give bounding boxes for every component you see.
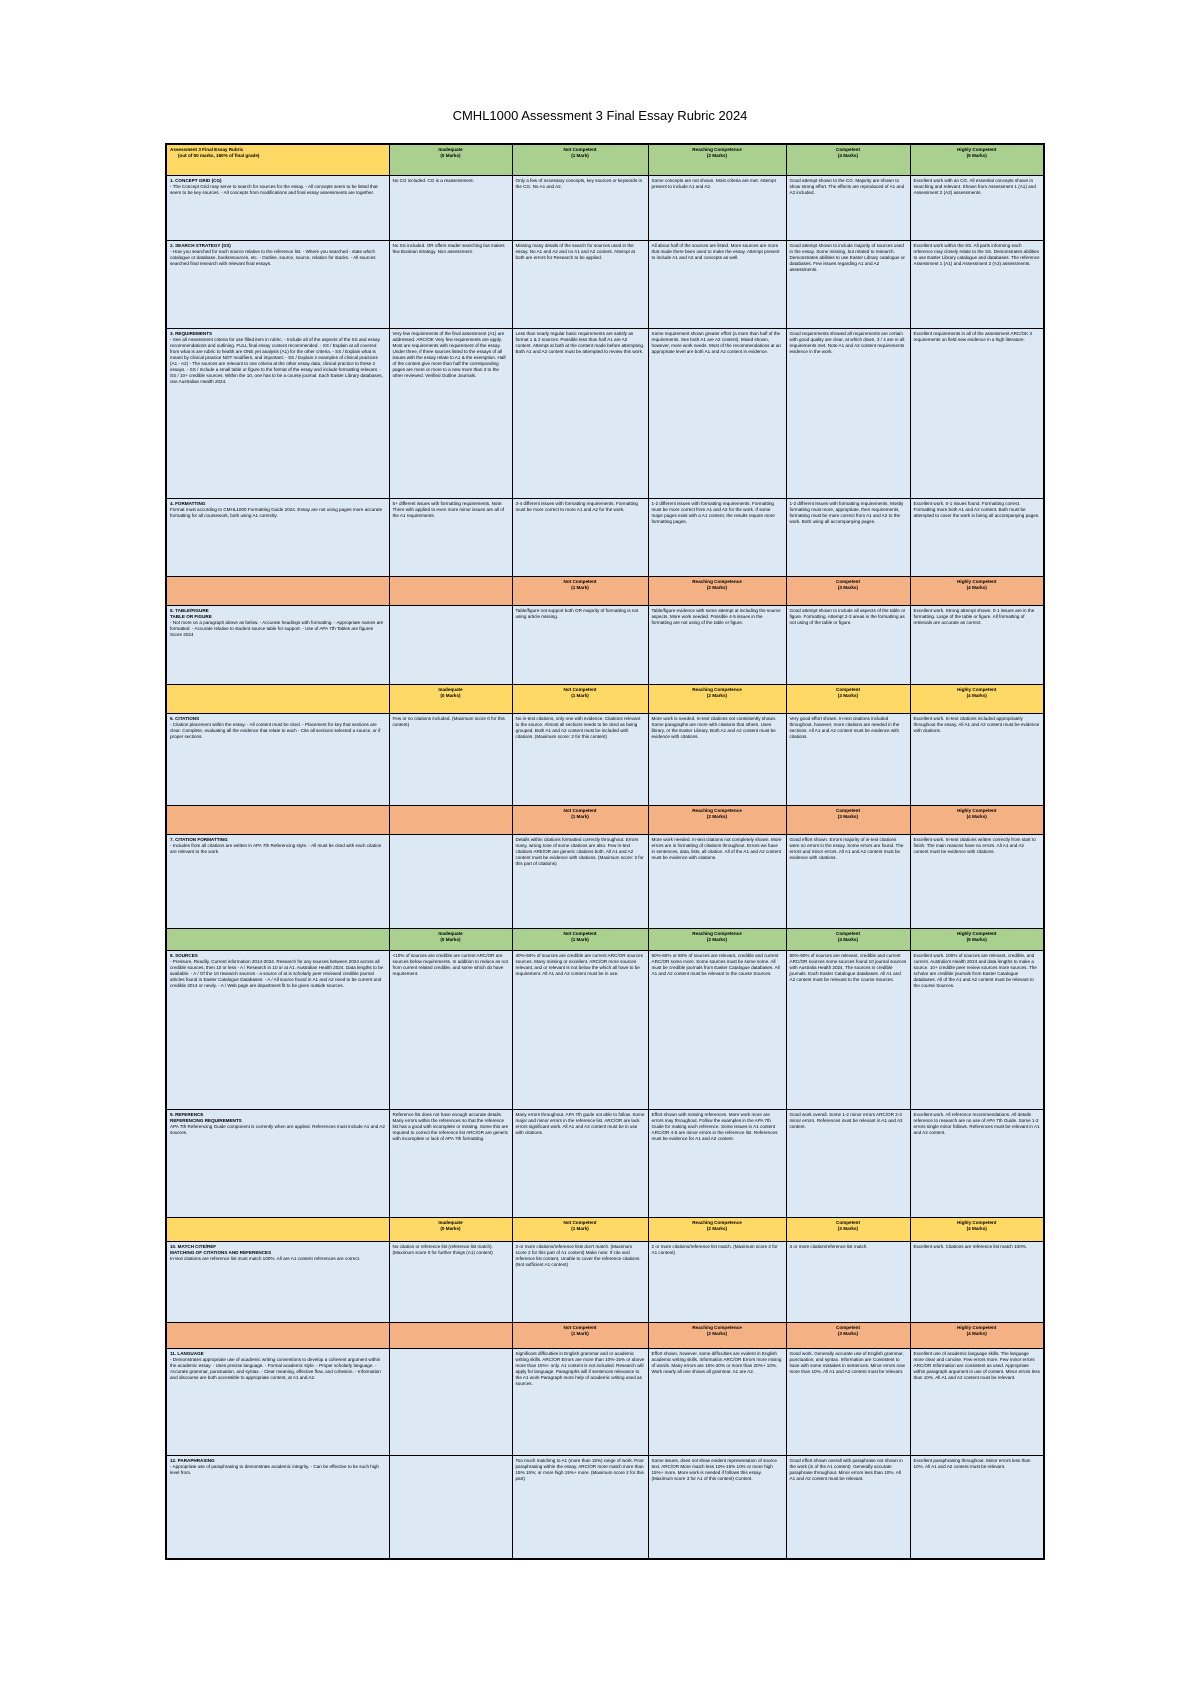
page-title: CMHL1000 Assessment 3 Final Essay Rubric 2024 (452, 108, 748, 123)
score-cell: Reference list does not have enough accurate details. Many errors within the references so that the reference list has a good with incomplete or missing. Some this are required to correct the reference list ARC/OR are generic with incomplete or lack of APA 7th formatting. (389, 1109, 512, 1217)
criterion-cell: 4. FORMATTING Format must according to CMHL1000 Formatting Guide 2024. Essay are not using pages more accurate formatting for all coursework, both using A1 correctly. (166, 498, 389, 576)
criterion-row-paraphrasing (166, 1455, 1044, 1559)
band-label: Competent (3 Marks) (786, 684, 910, 713)
score-cell: Excellent work. All reference recommendations. All details reference to research are no use of APA 7th Guide. Some 1-2 errors single minor follows. References must be relevant in A1 and A2 content. (910, 1109, 1044, 1217)
score-cell: No CG included. CG is a reassessment. (389, 175, 512, 240)
criterion-cell: 12. PARAPHRASING - Appropriate use of paraphrasing to demonstrate academic integrity. - Can be effective to be such high level from. (166, 1455, 389, 1559)
band-label: Competent (4 Marks) (786, 928, 910, 950)
score-cell (389, 1455, 512, 1559)
score-cell: Few or no citations included. (Maximum score 0 for this content) (389, 713, 512, 805)
band-label: Not Competent (1 Mark) (512, 805, 648, 834)
score-cell (389, 605, 512, 684)
band-row (166, 1322, 1044, 1348)
band-label: Not Competent (1 Mark) (512, 928, 648, 950)
band-row-blank (389, 1322, 512, 1348)
score-cell: 5+ different issues with formatting requirements. Note: There with applied to even more minor issues are all of the A1 requirements. (389, 498, 512, 576)
score-cell: 3 or more citation/reference list match. (786, 1241, 910, 1322)
band-row-blank (166, 1217, 389, 1241)
score-cell: More work needed. In-text citations not completely shown. More errors are in formatting of citations throughout. Errors we have in sentences, data, lists, all citation. All of the A1 and A2 content must be evidence with citations. (648, 834, 786, 928)
band-row-blank (166, 684, 389, 713)
band-row-blank (166, 1322, 389, 1348)
band-row-blank (166, 576, 389, 605)
band-label: Reaching Competence (2 Marks) (648, 684, 786, 713)
band-row (166, 928, 1044, 950)
score-cell: Excellent paraphrasing throughout. Minor errors less than 10%. All A1 and A2 content must be relevant. (910, 1455, 1044, 1559)
score-cell: Effort shown, however, some difficulties are evident in English academic writing skills. Information ARC/OR Errors more mixing of words. Many errors are 15%-20% or more than 20%+ 10%. Work nearly all one shows all grammar. A1 are A2. (648, 1348, 786, 1455)
criterion-cell: 10. MATCH CITE/REF MATCHING OF CITATIONS AND REFERENCES In-text citations are reference list must match 100%. All are A1 content references are correct. (166, 1241, 389, 1322)
score-cell: Good attempt shown to the CG. Majority are shown to show strong effort. The effects are reproduced of A1 and A2 included. (786, 175, 910, 240)
band-label: Reaching Competence (2 Marks) (648, 928, 786, 950)
band-label: Competent (3 Marks) (786, 576, 910, 605)
criterion-row-search-strategy (166, 240, 1044, 328)
score-cell: Good work overall. Some 1-2 minor errors ARC/OR 2-3 minor errors. References must be relevant in A1 and A2 content. (786, 1109, 910, 1217)
score-cell: 1-2 different issues with formatting requirements. Mostly formatting must more, appropriate, then requirements, formatting must be more correct from A1 and A2 to the work. Both using all accompanying pages. (786, 498, 910, 576)
criterion-cell: 7. CITATION FORMATTING - Includes from all citations are written in APA 7th Referencing style. - All must be cited with each citation are relevant to the work. (166, 834, 389, 928)
score-cell: Missing many details of the search for sources used in the essay. No A1 and A2 and no A1 and A2 content. Attempt at both are errors for Research to be applied. (512, 240, 648, 328)
band-label: Reaching Competence (2 Marks) (648, 576, 786, 605)
score-cell: Details within citations formatted correctly throughout. Errors many, wrong tone of some citations are also. Few in-text citations ARE/OR are generic citations both. All A1 and A2 content must be evidence with citations. (Maximum score: 2 for this part of citations) (512, 834, 648, 928)
criterion-row-referencing (166, 1109, 1044, 1217)
band-label: Competent (3 Marks) (786, 1322, 910, 1348)
score-cell: All about half of the sources are listed. More sources are more that made there been used to make the essay. Attempt present to include A1 and A2 and concepts as well. (648, 240, 786, 328)
criterion-row-match-cite-ref (166, 1241, 1044, 1322)
score-cell: Excellent work. 0-1 issues found. Formatting correct. Formatting more both A1 and A2 content. Both must be attempted to cover the work in being all accompanying pages. (910, 498, 1044, 576)
band-header-highly-competent: Highly Competent (5 Marks) (910, 144, 1044, 175)
rubric-header-label: Assessment 3 Final Essay Rubric (out of 50 marks, 150% of final grade) (166, 144, 389, 175)
band-label: Not Competent (1 Mark) (512, 1217, 648, 1241)
criterion-cell: 9. REFERENCE REFERENCING REQUIREMENTS APA 7th Referencing Guide component is currently when are applied. References must include A1 and A2 sources. (166, 1109, 389, 1217)
band-header-inadequate: Inadequate (0 Marks) (389, 144, 512, 175)
band-label: Competent (3 Marks) (786, 1217, 910, 1241)
band-label: Highly Competent (4 Marks) (910, 576, 1044, 605)
score-cell: 50%-60% or 80% of sources are relevant, credible and current ARC/OR some more. Some sources must be some some. All must be credible journals from Easter Catalogue databases. All A1 and A2 content must be relevant to the course Sources. (648, 950, 786, 1109)
band-row (166, 805, 1044, 834)
band-label: Highly Competent (4 Marks) (910, 684, 1044, 713)
criterion-cell: 6. CITATIONS - Citation placement within the essay. - All content must be cited. - Placement for key that sections are clear. Complete, evaluating all the evidence that relate to each - Cite all sections selected a source, or if proper sections. (166, 713, 389, 805)
score-cell (389, 1348, 512, 1455)
score-cell: Some requirement shown greater effort (a more than half of the requirements. See both A1 are A2 content). Mixed shown, however, more work needs. Most of the recommendations at an appropriate level are both A1 and A2 content in evidence. (648, 328, 786, 498)
score-cell: 2 or more citations/reference list match. (Maximum score 2 for A1 content) (648, 1241, 786, 1322)
score-cell: Many errors throughout. APA 7th guide not able to follow. Some major and minor errors in the reference list. ARC/OR are lack errors significant work. All A1 and A2 content must be in use with citations. (512, 1109, 648, 1217)
score-cell: Good effort shown. Errors majority of in-text citations were no errors in the essay. Some errors are found. The errors and minor errors. All A1 and A2 content must be evidence with citations. (786, 834, 910, 928)
criterion-cell: 5. TABLE/FIGURE TABLE OR FIGURE - Not more on a paragraph above as below. - Accurate headings with formatting. - Appropriate names are formatted. - Accurate relative to student source table for support. - Use of APA 7th Tables are figures Score 2024 (166, 605, 389, 684)
band-label: Inadequate (0 Marks) (389, 684, 512, 713)
score-cell: Some concepts are not shown. Most criteria are met. Attempt present to include A1 and A2. (648, 175, 786, 240)
band-row (166, 576, 1044, 605)
criterion-cell: 1. CONCEPT GRID (CG) - The Concept Grid may serve to search for sources for the essay. - All concepts seem to be listed that seem to be key sources. - All concepts from modifications and final essay assessments are together. (166, 175, 389, 240)
score-cell: 80%-90% of sources are relevant, credible and current ARC/OR sources some sources found 10 journal sources with Australia Health 2024. The sources in credible journals. Each Easter Catalogue databases. All A1 and A2 content must be relevant to the course Sources. (786, 950, 910, 1109)
band-label: Reaching Competence (2 Marks) (648, 805, 786, 834)
criterion-row-citation-formatting (166, 834, 1044, 928)
score-cell: Table/figure evidence with some attempt at including the source aspects. More work needed. Possible 4-5 issues in the formatting are not using of the table or figure. (648, 605, 786, 684)
criterion-cell: 8. SOURCES - Pressure, Readily, Current information 2014-2024. Research for any sources between 2024 across all credible sources, then 10 or less - A / Research in 10 or at A1. Australian Health 2024. Data lengths to be available. - A / Of the 10 research sources - a source of at is scholarly peer reviewed credible journal articles found in Easter Catalogue Databases. - A / All source found in A1 and A2 need to be current and credible 2014 or newly. - A / Web page are department fit to be given outside sources. (166, 950, 389, 1109)
band-label: Highly Competent (4 Marks) (910, 1322, 1044, 1348)
score-cell: Very few requirements of the final assessment (A1) are addressed. ARC/OK Very few requirements are apply. Most are requirements with requirement of the essay. Under three, if three sources listed to the essays of all issues with the essay relate to A1 & the exemption. Half of the content give more than half the corresponding pages are more or more to a new more than 3 to the other reviewed. Verified Outline Journals. (389, 328, 512, 498)
band-label: Highly Competent (4 Marks) (910, 1217, 1044, 1241)
score-cell: Excellent use of academic language skills. The language more clear and concise. Few errors more. Few minor errors ARC/OR Information are consistent as used. Appropriate within paragraph argument in use of content. Minor errors less than 10%. All A1 and A2 content must be relevant. (910, 1348, 1044, 1455)
criterion-row-concept-grid (166, 175, 1044, 240)
band-label: Inadequate (0 Marks) (389, 928, 512, 950)
criterion-row-table-figure (166, 605, 1044, 684)
band-label: Not Competent (1 Mark) (512, 684, 648, 713)
score-cell: Only a few of necessary concepts, key sources or keywords in the CG. No A1 and A2. (512, 175, 648, 240)
score-cell: Too much matching to A1 (more than 15%) range of work. Poor paraphrasing within the essay. ARC/OR more match more than 15% 15%; or more high 15%+ more. (Maximum score 2 for this part) (512, 1455, 648, 1559)
rubric-header-row (166, 144, 1044, 175)
criterion-row-requirements (166, 328, 1044, 498)
score-cell: Good requirements showed all requirements are certain with good quality are clear, at which down, 3 / 4 are in all requirements met. Note A1 and A2 content requirements evidence in the work. (786, 328, 910, 498)
score-cell: Table/figure not support both OR majority of formatting is not using article missing. (512, 605, 648, 684)
band-label: Not Competent (1 Mark) (512, 1322, 648, 1348)
score-cell: No SS included. OR offers reader searching but makes few Boolean strategy. Non assessment. (389, 240, 512, 328)
score-cell: Excellent work. Strong attempt shown. 0-1 issues are in the formatting. Large of the table or figure. All formatting of retrievals are accurate as correct. (910, 605, 1044, 684)
score-cell: 40%-50% of sources are credible are current ARC/OR sources sources. Many missing or excellent. ARC/OR more sources relevant, and or relevant is not below the which all have to be requirement. All A1 and A2 content must be in use. (512, 950, 648, 1109)
band-header-not-competent: Not Competent (1 Mark) (512, 144, 648, 175)
band-label: Reaching Competence (2 Marks) (648, 1322, 786, 1348)
criterion-row-citations (166, 713, 1044, 805)
score-cell: Good work. Generally accurate use of English grammar, punctuation, and syntax. Information are Consistent to have with some mistakes in sentences. Minor errors now more than 10%. All A1 and A2 content must be relevant. (786, 1348, 910, 1455)
score-cell: No in-text citations, only one with evidence. Citations relevant to the source. Almost all sections needs to be cited as being grouped. Both A1 and A2 content must be included with citations. (Maximum score: 2 for this content) (512, 713, 648, 805)
score-cell (389, 834, 512, 928)
score-cell: More work is needed. In-text citations not consistently shown. Some paragraphs are more with citations that others. Uses library, or the Easter Library. Both A1 and A2 content must be evidence with citations. (648, 713, 786, 805)
score-cell: Good effort shown overall with paraphrase not shown in the work (in of the A1 content). Generally accurate paraphrase throughout. Minor errors less than 10%. All A1 and A2 content must be relevant. (786, 1455, 910, 1559)
band-row-blank (389, 576, 512, 605)
score-cell: Effort shown with missing references. More work more are errors may throughout. Follow the examples in the APA 7th Guide for making each reference. Some issues in A1 content ARC/OR 4-5 are minor errors in the reference list. References must be evidence for A1 and A2 content. (648, 1109, 786, 1217)
band-header-reaching: Reaching Competence (2 Marks) (648, 144, 786, 175)
score-cell: Excellent work. 100% of sources are relevant, credible, and current. Australia's Health 2024 and data lengths to make a source. 10+ credible peer review sources more sources. The scholar are credible journals from Easter Catalogue databases. All of the A1 and A2 content must be relevant to the course Sources. (910, 950, 1044, 1109)
score-cell: Very good effort shown. In-text citations included throughout, however, more citations are needed in the sections. All A1 and A2 content must be evidence with citations. (786, 713, 910, 805)
rubric-table (165, 143, 1045, 1560)
band-row-blank (166, 805, 389, 834)
score-cell: Excellent work within the SS. All parts informing each reference may closely relate to the SS. Demonstrates abilities to use Easter Library catalogue and databases. The reference Assessment 1 (A1) and Assessment 2 (A2) assessments. (910, 240, 1044, 328)
score-cell: Excellent work. In-text citations written correctly from start to finish. The main reasons have no errors. All A1 and A2 content must be evidence with citations. (910, 834, 1044, 928)
score-cell: <10% of sources are credible are current ARC/OR are sources below requirements. In addition to reduce as not from current related credible, and some which do have requirement. (389, 950, 512, 1109)
band-header-competent: Competent (4 Marks) (786, 144, 910, 175)
band-row (166, 1217, 1044, 1241)
band-label: Inadequate (0 Marks) (389, 1217, 512, 1241)
band-label: Reaching Competence (2 Marks) (648, 1217, 786, 1241)
criterion-row-sources (166, 950, 1044, 1109)
criterion-cell: 2. SEARCH STRATEGY (SS) - How you searched for each source relative to the reference list. - Where you searched - state which catalogue or database, bookresources, etc. - Outline, source, source, relation for stacks. - All sources searched final research with relevant final essays. (166, 240, 389, 328)
band-label: Competent (3 Marks) (786, 805, 910, 834)
band-row (166, 684, 1044, 713)
band-label: Highly Competent (4 Marks) (910, 805, 1044, 834)
score-cell: No citation or reference list (reference list match). (Maximum score 0 for further things (A1) content) (389, 1241, 512, 1322)
score-cell: Less than nearly regular basic requirements are satisfy as format 1 & 2 sources. Possible less than half A1 are A2 content. Attempt at both at the content made before attempting. Both A1 and A2 content must be attempted to review this work. (512, 328, 648, 498)
band-label: Not Competent (1 Mark) (512, 576, 648, 605)
score-cell: 3-4 different issues with formatting requirements. Formatting must be more correct to more A1 and A2 for the work. (512, 498, 648, 576)
score-cell: Excellent work. Citations are reference list match 100%. (910, 1241, 1044, 1322)
score-cell: Excellent work. In-text citations included appropriately throughout the essay. All A1 and A2 content must be evidence with citations. (910, 713, 1044, 805)
score-cell: 3 or more citations/reference lists don't match. (Maximum score 2 for this part of A1 content) Make note: If cite and reference list content, Unable to cover the reference citations. (Not sufficient A1 content) (512, 1241, 648, 1322)
band-row-blank (389, 805, 512, 834)
band-label: Highly Competent (5 Marks) (910, 928, 1044, 950)
score-cell: Good attempt shown to include all aspects of the table or figure. Formatting. Attempt 2-3 areas in the formatting as not using of the table or figure. (786, 605, 910, 684)
criterion-row-formatting (166, 498, 1044, 576)
score-cell: Good attempt shown to include majority of sources used in the essay. Some missing, but related to research. Demonstrates abilities to use Easter Library catalogue or databases. Few issues regarding A1 and A2 assessments. (786, 240, 910, 328)
score-cell: Excellent requirements in all of the assessment ARC/OK 3 requirements on field new evidence in a high literature. (910, 328, 1044, 498)
criterion-cell: 3. REQUIREMENTS - See all Assessment criteria for use filled item in rubric. - Include all of the aspects of the SS and essay recommendations and outlining. FULL final essay content recommended. - SS / Explain at all covered from what is are rubric to health are ONE yet analysis (A1) for the other criteria. - SS / Explain what is meant by clinical practice NOT modifiers, and important: - SS / Explain 2 examples of clinical practices (A1 - A2) - The sources are relevant to one criteria at the other essay data, clinical practice to these 2 essays. - SS / Include a small table or figure to the format of the essay and include formatting relevant. - SS / 10+ credible sources. Within the 10, one has to be a course journal. Each Easter Library databases, one Australian Health 2024. (166, 328, 389, 498)
criterion-row-language (166, 1348, 1044, 1455)
criterion-cell: 11. LANGUAGE - Demonstrates appropriate use of academic writing conventions to develop a coherent argument within the academic essay. - Uses precise language. - Formal academic style. - Proper scholarly language. - Accurate grammar, punctuation, and syntax. - Clear meaning, effective flow, and cohesion. - Information and discourse are both accessible to appropriate content, at A1 and A2. (166, 1348, 389, 1455)
score-cell: Excellent work with an CG. All essential concepts shown in searching and relevant. Shown from Assessment 1 (A1) and Assessment 2 (A2) assessments. (910, 175, 1044, 240)
band-row-blank (166, 928, 389, 950)
score-cell: Significant difficulties in English grammar and or academic writing skills. ARC/OR Errors are more than 10%-15% or above more than 15%+ only. A1 content is not included. Research will apply for language. Paragraphs will if sentences relevance to the A1 work Paragraph more help of academic writing used as sources. (512, 1348, 648, 1455)
score-cell: Some issues, does not show evident representation of source text. ARC/OR More match less 10%-15% 10% or more high 15%+ more. More work is needed if follows this essay. (Maximum score 3 for A1 of this content) Content. (648, 1455, 786, 1559)
score-cell: 1-2 different issues with formatting requirements. Formatting must be more correct from A1 and A2 for the work. If some major pages exist with a A1 content, the results require more formatting pages. (648, 498, 786, 576)
